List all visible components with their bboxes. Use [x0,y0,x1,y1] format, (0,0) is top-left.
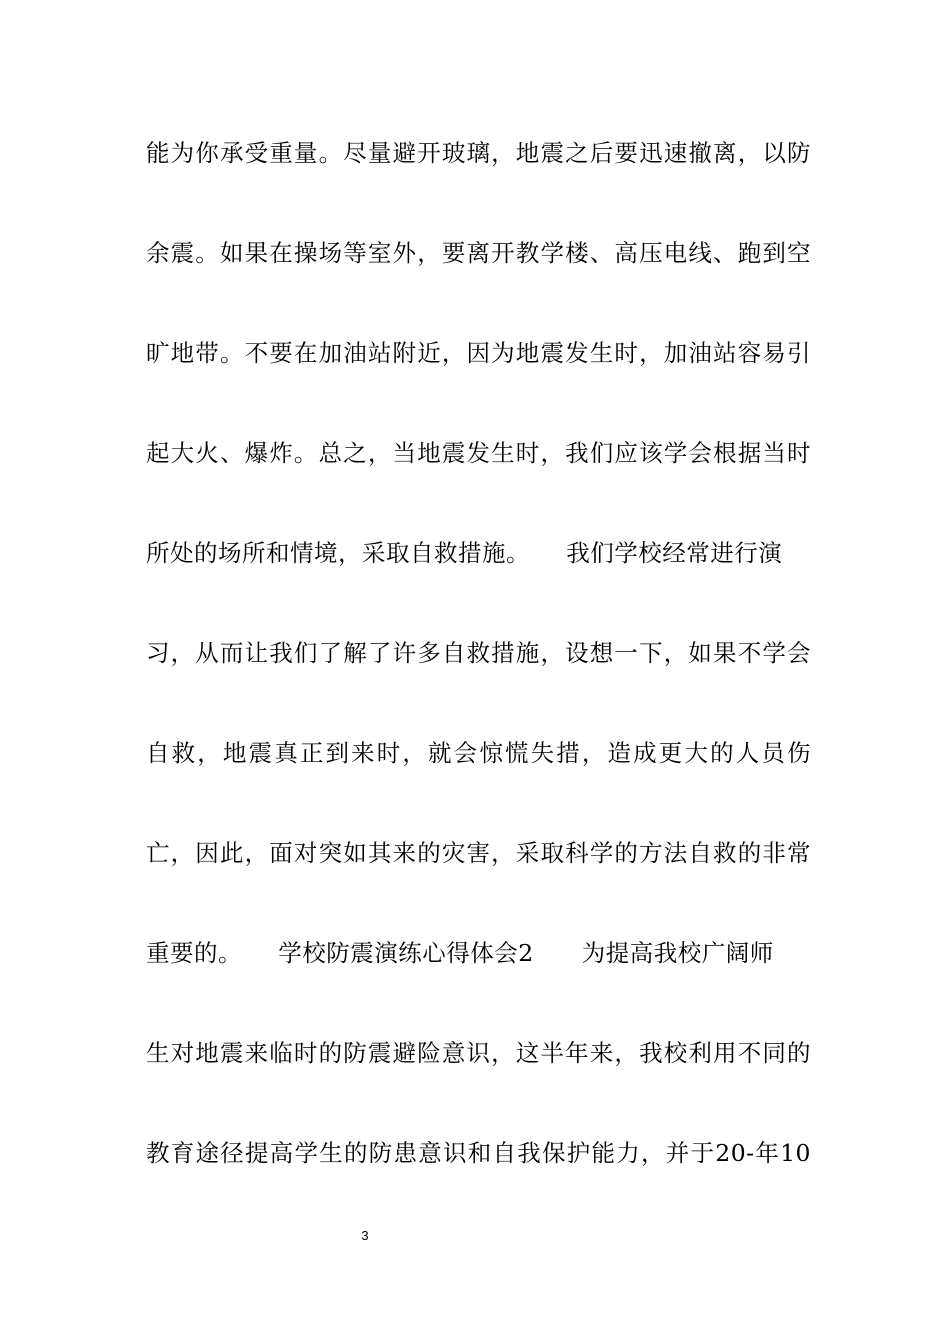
text-line: 重要的。 学校防震演练心得体会2 为提高我校广阔师 [146,939,774,967]
text-line: 所处的场所和情境，采取自救措施。 我们学校经常进行演 [146,539,783,567]
page-number: 3 [361,1228,369,1243]
text-line: 自救，地震真正到来时，就会惊慌失措，造成更大的人员伤 [146,739,811,767]
text-line: 能为你承受重量。尽量避开玻璃，地震之后要迅速撤离，以防 [146,139,811,167]
text-line: 教育途径提高学生的防患意识和自我保护能力，并于20-年10 [146,1139,811,1167]
text-line: 习，从而让我们了解了许多自救措施，设想一下，如果不学会 [146,639,811,667]
text-line: 亡，因此，面对突如其来的灾害，采取科学的方法自救的非常 [146,839,811,867]
body-text [146,128,811,1228]
text-line: 生对地震来临时的防震避险意识，这半年来，我校利用不同的 [146,1039,811,1067]
text-line: 起大火、爆炸。总之，当地震发生时，我们应该学会根据当时 [146,439,811,467]
text-line: 余震。如果在操场等室外，要离开教学楼、高压电线、跑到空 [146,239,811,267]
text-line: 旷地带。不要在加油站附近，因为地震发生时，加油站容易引 [146,339,811,367]
